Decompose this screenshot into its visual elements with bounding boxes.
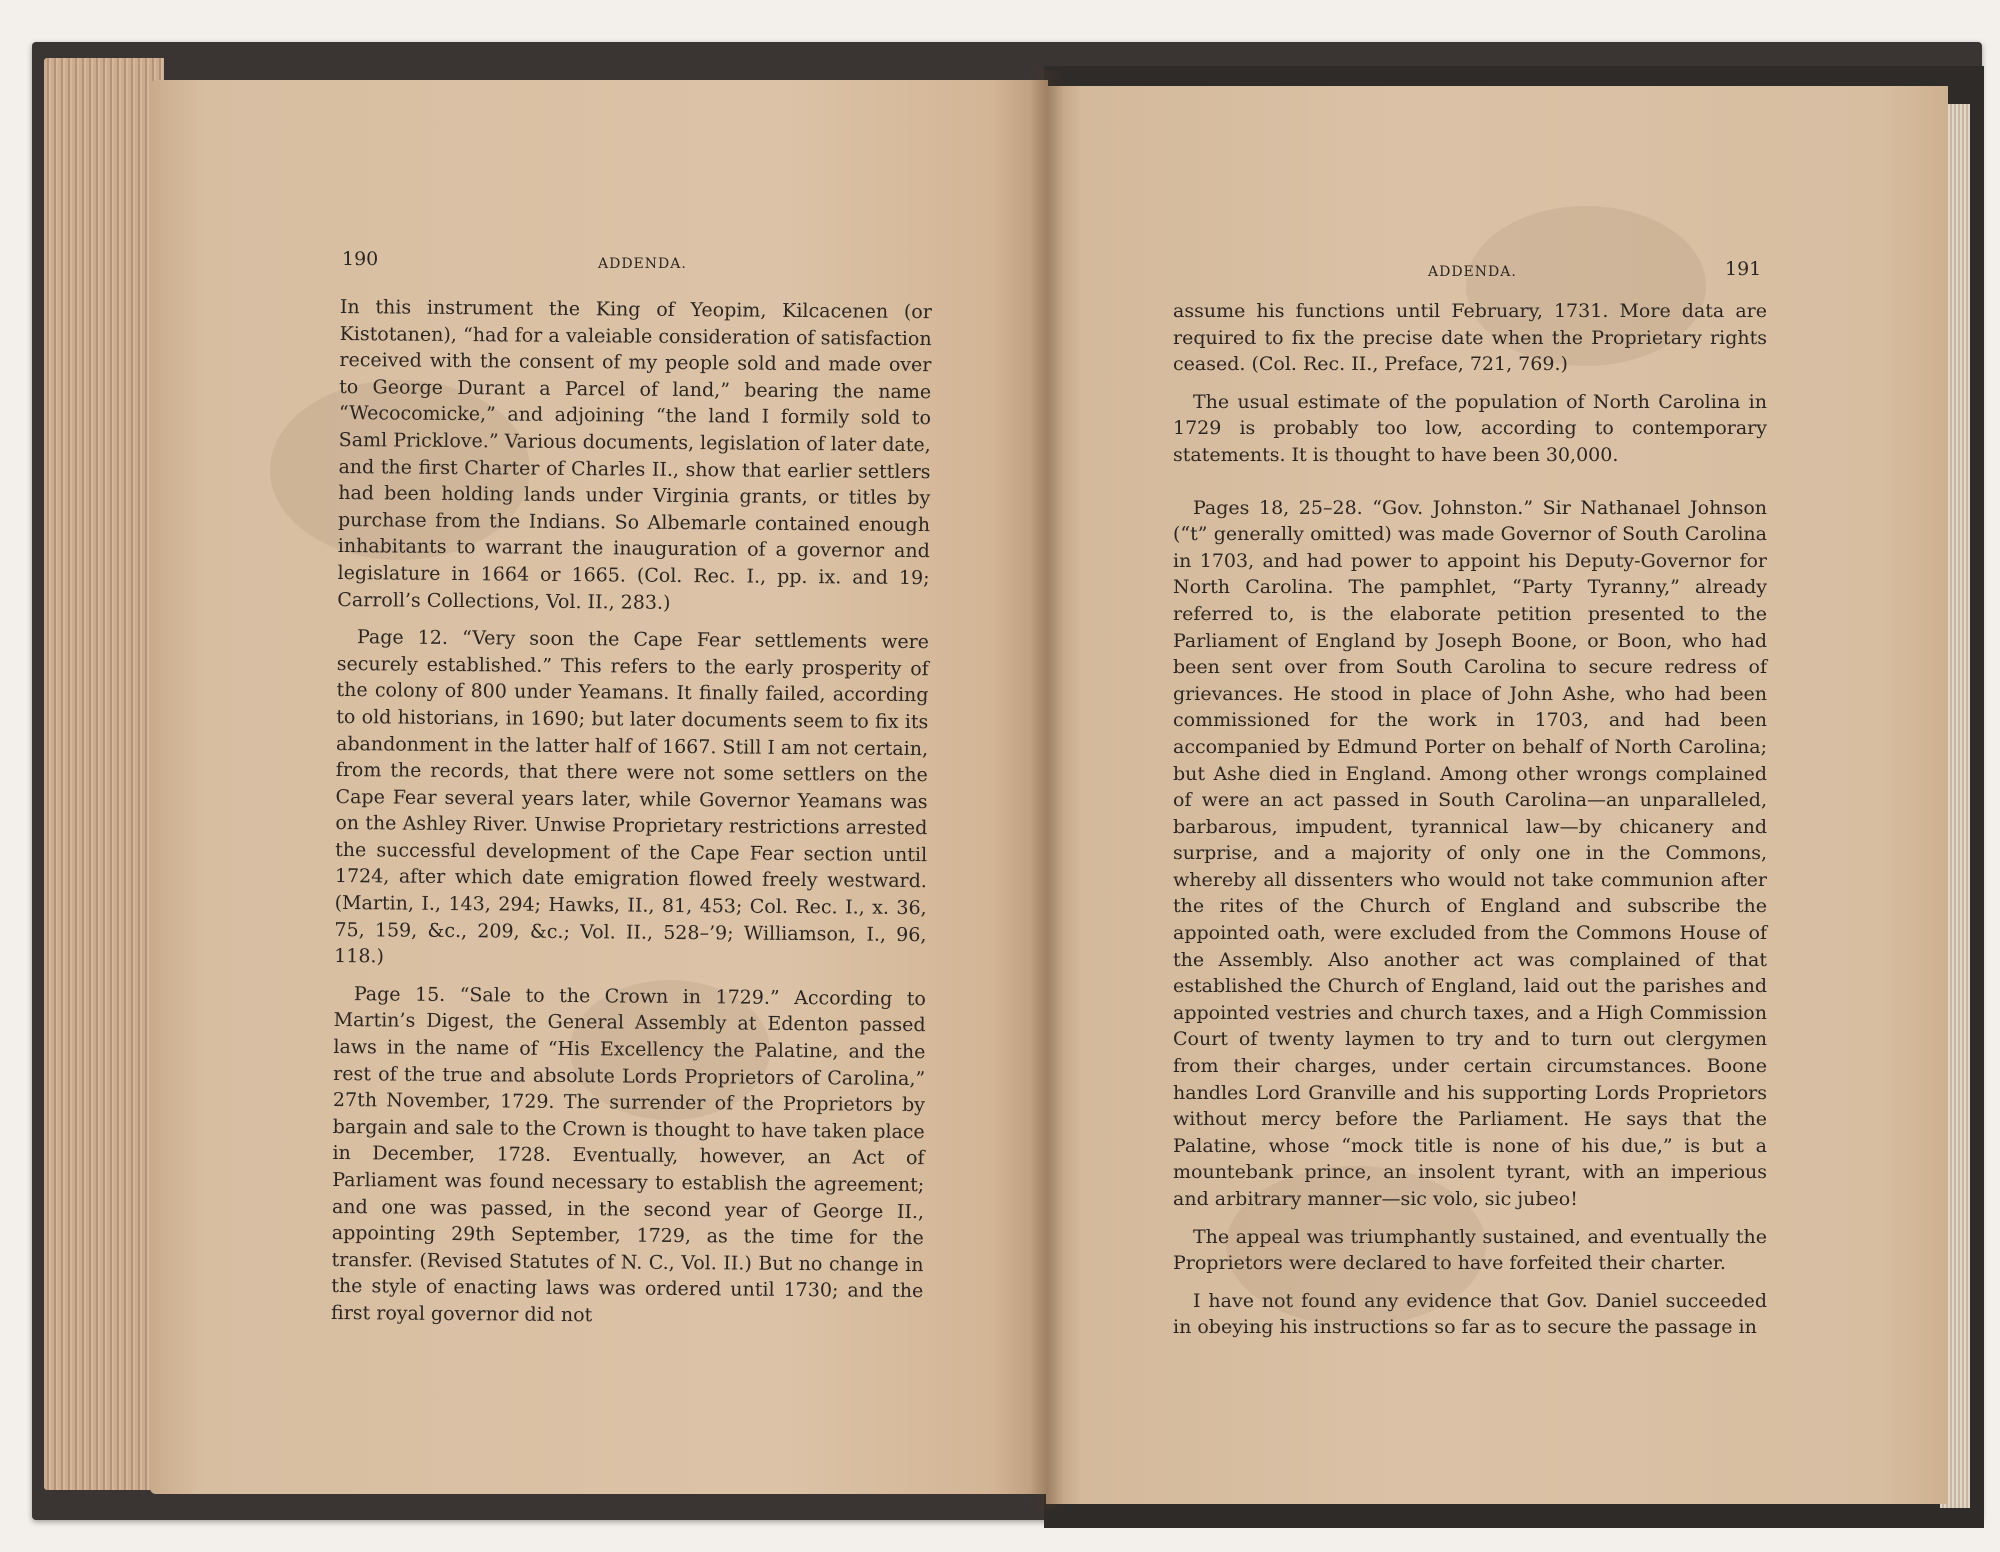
book-gutter bbox=[1030, 70, 1064, 1510]
paragraph: Page 12. “Very soon the Cape Fear settlements were securely established.” This refers to the early prosperity of the colony of 800 under Yeamans. It finally failed, according to old historians, in 1690; but later documents seem to fix its abandonment in the latter half of 1667. Still I am not certain, from the records, that there were not some settlers on the Cape Fear several years later, while Governor Yeamans was on the Ashley River. Unwise Proprietary restrictions arrested the successful development of the Cape Fear section until 1724, after which date emigration flowed freely westward. (Martin, I., 143, 294; Hawks, II., 81, 453; Col. Rec. I., x. 36, 75, 159, &c., 209, &c.; Vol. II., 528–’9; Williamson, I., 96, 118.) bbox=[334, 626, 930, 968]
paragraph: The appeal was triumphantly sustained, and eventually the Proprietors were declared to have forfeited their charter. bbox=[1173, 1225, 1767, 1275]
paragraph: I have not found any evidence that Gov. Daniel succeeded in obeying his instructions so far as to secure the passage in bbox=[1173, 1289, 1767, 1339]
page-edges-left bbox=[44, 58, 164, 1490]
left-page-text bbox=[331, 294, 932, 1343]
page-number-left: 190 bbox=[342, 248, 379, 270]
paragraph: Pages 18, 25–28. “Gov. Johnston.” Sir Nathanael Johnson (“t” generally omitted) was made Governor of South Carolina in 1703, and had power to appoint his Deputy-Governor for North Carolina. The pamphlet, “Party Tyranny,” already referred to, is the elaborate petition presented to the Parliament of England by Joseph Boone, or Boon, who had been sent over from South Carolina to secure redress of grievances. He stood in place of John Ashe, who had been commissioned for the work in 1703, and had been accompanied by Edmund Porter on behalf of North Carolina; but Ashe died in England. Among other wrongs complained of were an act passed in South Carolina—an unparalleled, barbarous, impudent, tyrannical law—by chicanery and surprise, and a majority of only one in the Commons, whereby all dissenters who would not take communion after the rites of the Church of England and subscribe the appointed oath, were excluded from the Commons House of the Assembly. Also another act was complained of that established the Church of England, laid out the parishes and appointed vestries and church taxes, and a High Commission Court of twenty laymen to try and to turn out clergymen from their charges, under certain circumstances. Boone handles Lord Granville and his supporting Lords Proprietors without mercy before the Parliament. He says that the Palatine, whose “mock title is none of his due,” is but a mountebank prince, an insolent tyrant, with an imperious and arbitrary manner—sic volo, sic jubeo! bbox=[1173, 496, 1767, 1210]
paragraph: assume his functions until February, 1731. More data are required to fix the precise date when the Proprietary rights ceased. (Col. Rec. II., Preface, 721, 769.) bbox=[1173, 300, 1767, 376]
paragraph: In this instrument the King of Yeopim, Kilcacenen (or Kistotanen), “had for a valeiable consideration of satisfaction received with the consent of my people sold and made over to George Durant a Parcel of land,” bearing the name “Wecocomicke,” and adjoining “the land I formily sold to Saml Pricklove.” Various documents, legislation of later date, and the first Charter of Charles II., show that earlier settlers had been holding lands under Virginia grants, or titles by purchase from the Indians. So Albemarle contained enough inhabitants to warrant the inauguration of a governor and legislature in 1664 or 1665. (Col. Rec. I., pp. ix. and 19; Carroll’s Collections, Vol. II., 283.) bbox=[337, 295, 932, 614]
page-number-right: 191 bbox=[1725, 258, 1762, 280]
right-page-text bbox=[1173, 298, 1767, 1352]
running-head-right: ADDENDA. bbox=[1428, 264, 1517, 280]
running-head-left: ADDENDA. bbox=[598, 256, 687, 272]
paragraph: Page 15. “Sale to the Crown in 1729.” According to Martin’s Digest, the General Assembly at Edenton passed laws in the name of “His Excellency the Palatine, and the rest of the true and absolute Lords Proprietors of Carolina,” 27th November, 1729. The surrender of the Proprietors by bargain and sale to the Crown is thought to have taken place in December, 1728. Eventually, however, an Act of Parliament was found necessary to establish the agreement; and one was passed, in the second year of George II., appointing 29th September, 1729, as the time for the transfer. (Revised Statutes of N. C., Vol. II.) But no change in the style of enacting laws was ordered until 1730; and the first royal governor did not bbox=[331, 982, 926, 1327]
paragraph: The usual estimate of the population of North Carolina in 1729 is probably too low, according to contemporary statements. It is thought to have been 30,000. bbox=[1173, 390, 1767, 466]
